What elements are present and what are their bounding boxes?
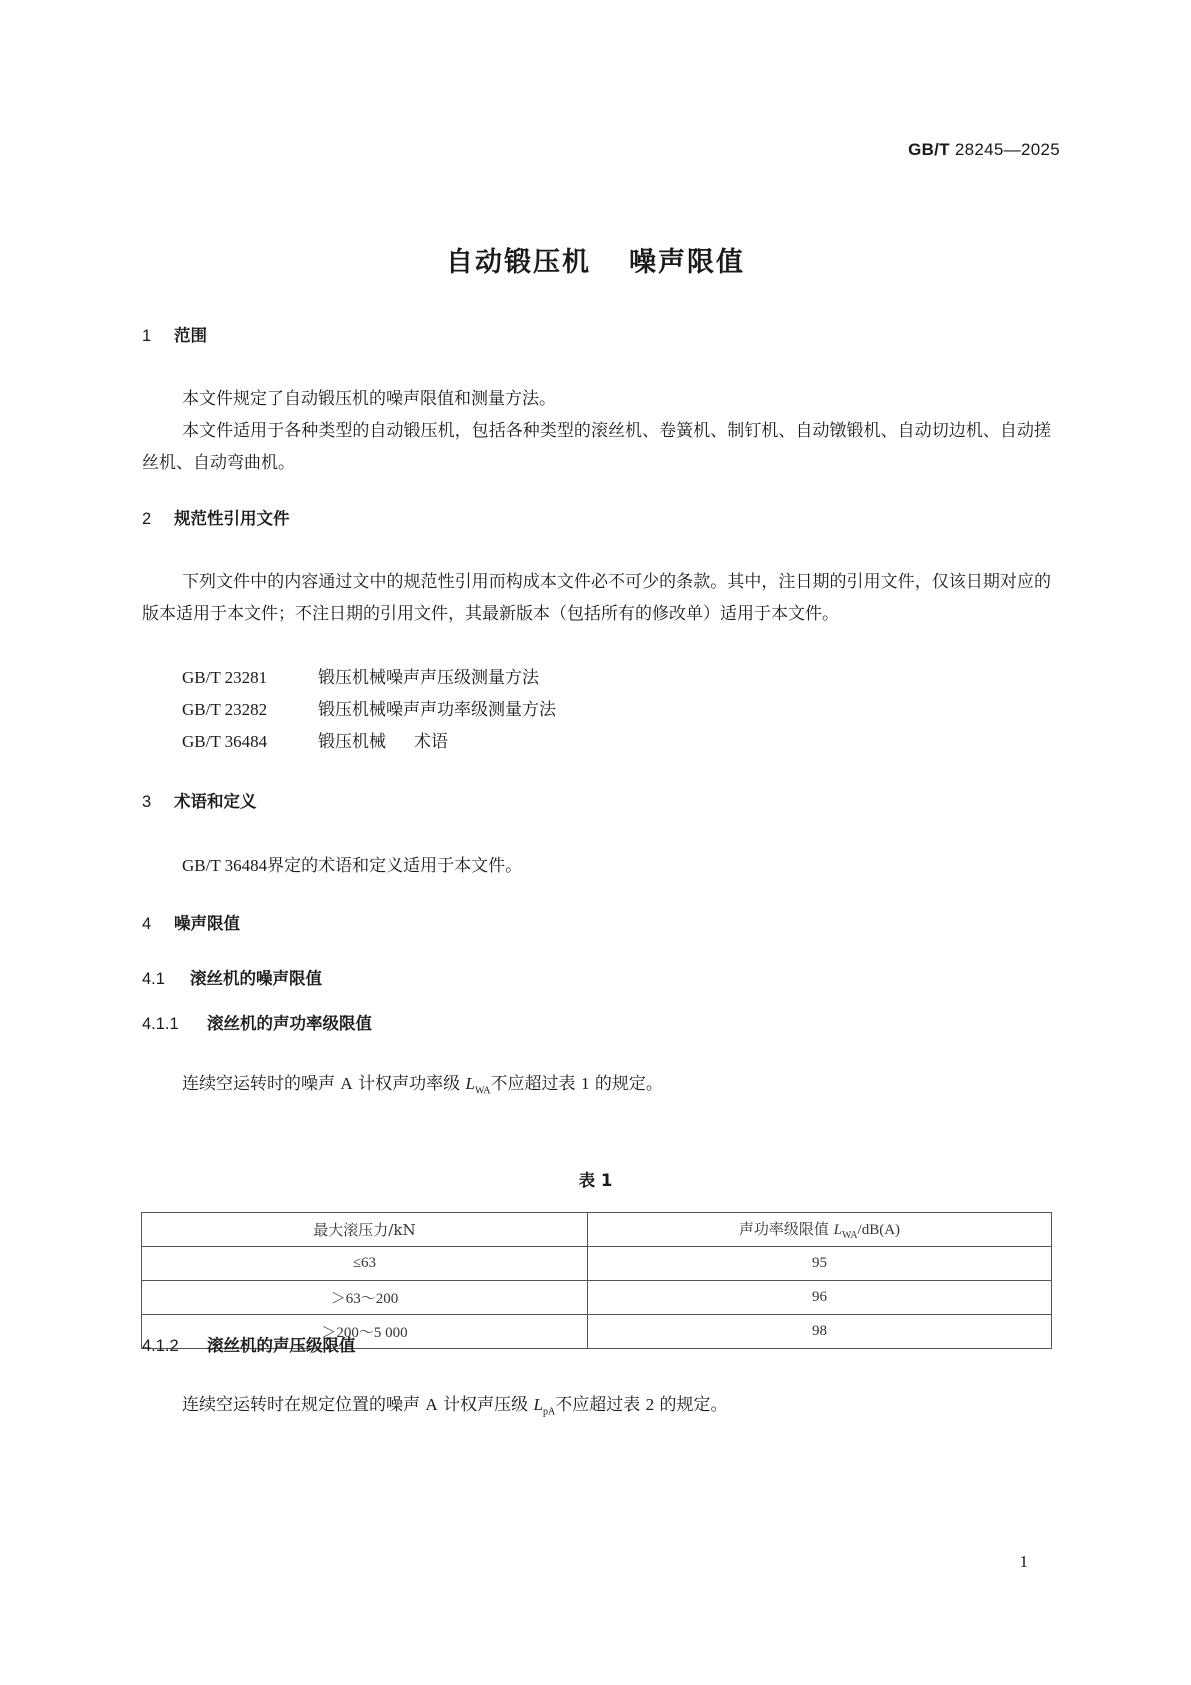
section-title: 范围 bbox=[174, 326, 207, 345]
section-4-1-1-heading bbox=[142, 1010, 372, 1034]
text-fragment: 计权声压级 bbox=[443, 1395, 529, 1415]
document-title bbox=[0, 240, 1191, 279]
force-cell: ＞63～200 bbox=[142, 1281, 588, 1315]
section-number: 3 bbox=[142, 793, 152, 811]
section-4-1-2-heading bbox=[142, 1332, 356, 1356]
text-fragment: 不应超过表 bbox=[555, 1395, 641, 1415]
normative-references-paragraph: 下列文件中的内容通过文中的规范性引用而构成本文件必不可少的条款。其中，注日期的引用文件，仅该日期对应的版本适用于本文件；不注日期的引用文件，其最新版本（包括所有的修改单）适用于本文件。 bbox=[142, 572, 1051, 624]
force-cell: ＞200～5 000 bbox=[142, 1315, 588, 1349]
section-number: 2 bbox=[142, 510, 152, 528]
title-part-1: 自动锻压机 bbox=[446, 247, 591, 278]
standard-code: 28245—2025 bbox=[954, 140, 1060, 159]
limit-cell: 96 bbox=[587, 1281, 1051, 1315]
standard-number bbox=[908, 140, 1060, 160]
scope-paragraph-1: 本文件规定了自动锻压机的噪声限值和测量方法。 bbox=[182, 389, 556, 409]
section-number: 4.1.2 bbox=[142, 1337, 179, 1355]
reference-item bbox=[182, 727, 448, 752]
section-title: 滚丝机的声功率级限值 bbox=[207, 1014, 372, 1033]
text-fragment: A bbox=[425, 1395, 438, 1414]
symbol: L bbox=[833, 1222, 842, 1238]
section-1-heading bbox=[142, 322, 207, 346]
reference-item bbox=[182, 663, 539, 688]
section-3-heading bbox=[142, 788, 257, 812]
symbol: L bbox=[465, 1074, 475, 1093]
force-cell: ≤63 bbox=[142, 1247, 588, 1281]
section-title: 规范性引用文件 bbox=[174, 509, 290, 528]
limit-cell: 95 bbox=[587, 1247, 1051, 1281]
section-title: 噪声限值 bbox=[174, 914, 240, 933]
header-unit: /dB(A) bbox=[857, 1222, 901, 1238]
table-header-row bbox=[142, 1213, 1052, 1247]
table-row bbox=[142, 1281, 1052, 1315]
header-text: 声功率级限值 bbox=[738, 1220, 829, 1238]
symbol-subscript: WA bbox=[474, 1085, 491, 1097]
text-fragment: 连续空运转时在规定位置的噪声 bbox=[182, 1395, 420, 1415]
section-2-heading bbox=[142, 505, 290, 529]
reference-title: 锻压机械噪声声压级测量方法 bbox=[318, 668, 539, 688]
text-fragment: 2 bbox=[645, 1395, 655, 1414]
section-4-heading bbox=[142, 910, 240, 934]
term-reference-code: GB/T 36484 bbox=[182, 856, 268, 875]
symbol-subscript: WA bbox=[841, 1230, 858, 1241]
reference-code: GB/T 23281 bbox=[182, 668, 268, 687]
symbol-subscript: pA bbox=[542, 1406, 556, 1418]
table-caption: 表 1 bbox=[578, 1171, 613, 1190]
section-number: 4 bbox=[142, 915, 152, 933]
sound-power-paragraph bbox=[142, 1068, 1051, 1107]
section-number: 4.1 bbox=[142, 970, 165, 988]
header-max-rolling-force: 最大滚压力/kN bbox=[142, 1213, 588, 1247]
section-title: 术语和定义 bbox=[174, 792, 257, 811]
sound-pressure-paragraph bbox=[142, 1389, 1051, 1428]
reference-code: GB/T 36484 bbox=[182, 732, 268, 751]
section-number: 1 bbox=[142, 327, 152, 345]
title-part-2: 噪声限值 bbox=[629, 247, 745, 278]
scope-paragraph-2: 本文件适用于各种类型的自动锻压机，包括各种类型的滚丝机、卷簧机、制钉机、自动镦锻机、自动切边机、自动搓丝机、自动弯曲机。 bbox=[142, 421, 1051, 473]
reference-code: GB/T 23282 bbox=[182, 700, 268, 719]
reference-title-a: 锻压机械 bbox=[318, 732, 386, 752]
limit-cell: 98 bbox=[587, 1315, 1051, 1349]
text-fragment: 的规定。 bbox=[659, 1395, 728, 1415]
text-fragment: A bbox=[340, 1074, 353, 1093]
symbol: L bbox=[533, 1395, 543, 1414]
table-row bbox=[142, 1247, 1052, 1281]
terms-paragraph bbox=[142, 850, 1051, 882]
sound-power-limit-table bbox=[141, 1212, 1052, 1349]
text-fragment: 不应超过表 bbox=[490, 1074, 576, 1094]
header-sound-power-limit bbox=[587, 1213, 1051, 1247]
text-fragment: 1 bbox=[580, 1074, 590, 1093]
standard-prefix: GB/T bbox=[908, 140, 950, 159]
reference-item bbox=[182, 695, 556, 720]
page-number: 1 bbox=[1019, 1552, 1028, 1571]
section-title: 滚丝机的噪声限值 bbox=[190, 969, 322, 988]
section-4-1-heading bbox=[142, 965, 322, 989]
reference-title: 锻压机械噪声声功率级测量方法 bbox=[318, 700, 556, 720]
text-fragment: 连续空运转时的噪声 bbox=[182, 1074, 335, 1094]
section-number: 4.1.1 bbox=[142, 1015, 179, 1033]
term-paragraph-text: 界定的术语和定义适用于本文件。 bbox=[267, 856, 523, 876]
text-fragment: 的规定。 bbox=[594, 1074, 663, 1094]
reference-title-b: 术语 bbox=[414, 732, 448, 752]
section-title: 滚丝机的声压级限值 bbox=[207, 1336, 356, 1355]
text-fragment: 计权声功率级 bbox=[358, 1074, 461, 1094]
